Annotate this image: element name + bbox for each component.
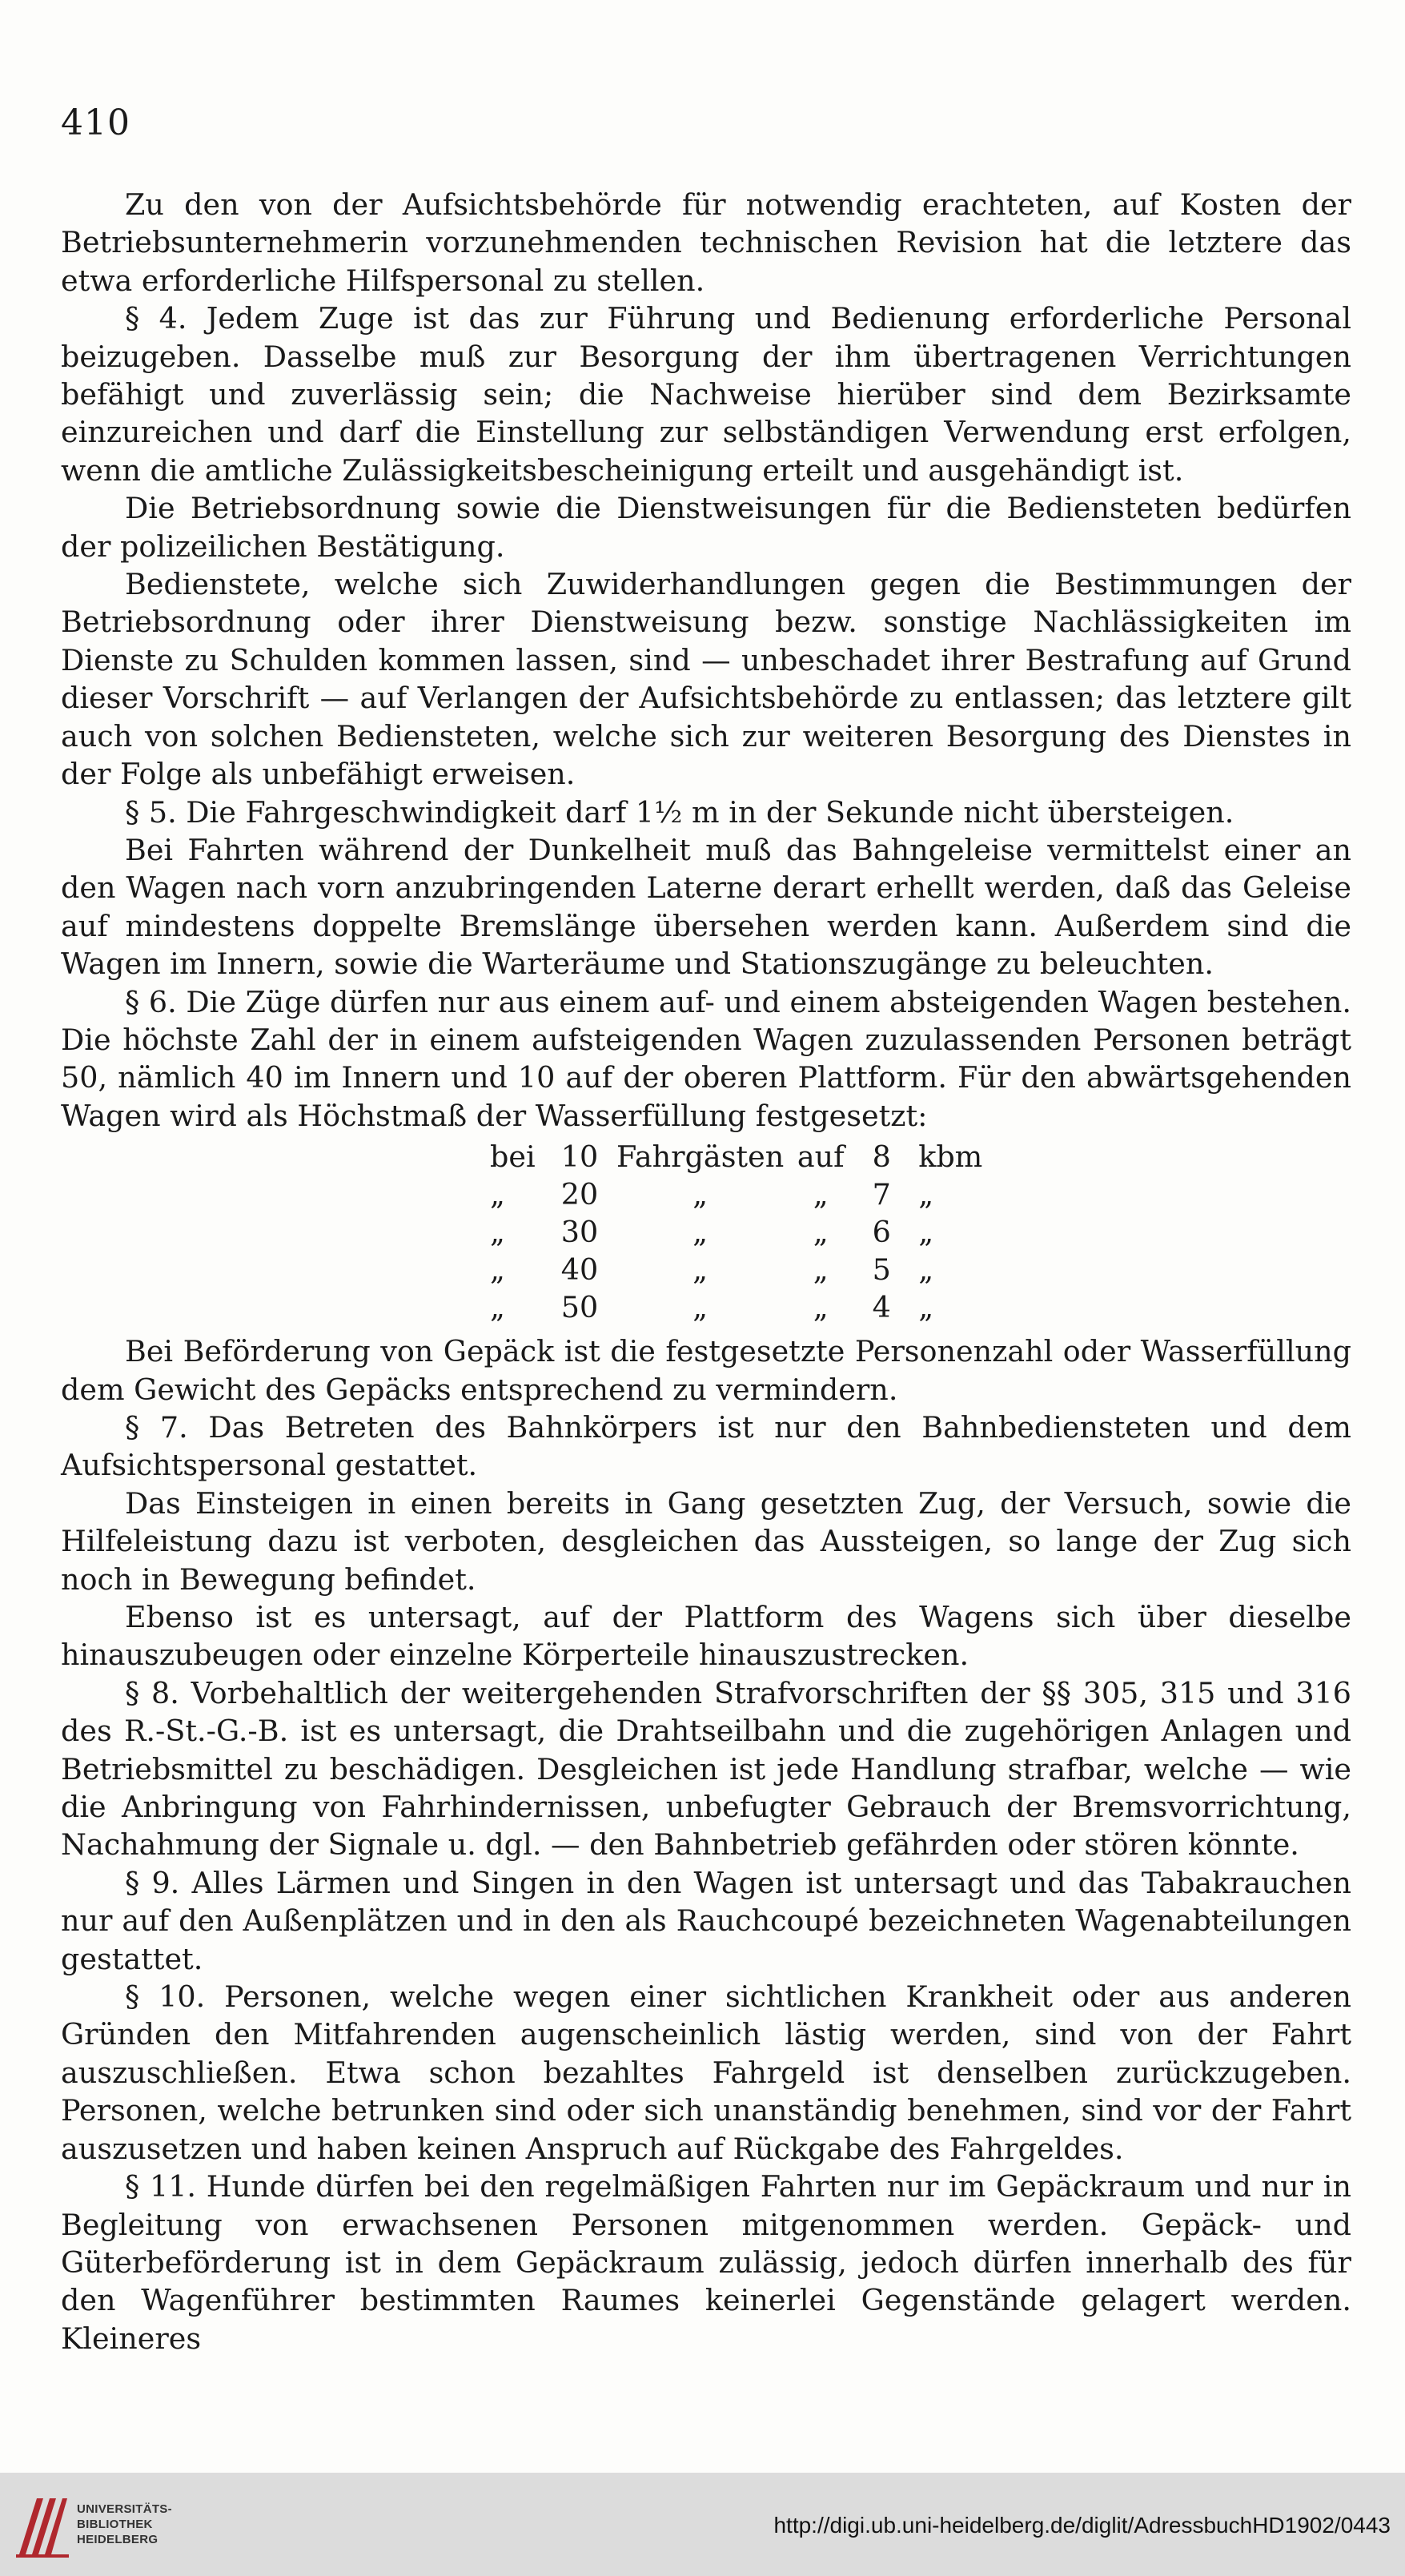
table-cell: „ xyxy=(692,1252,709,1288)
table-cell: 40 xyxy=(560,1252,599,1288)
university-library-logo-icon xyxy=(14,2490,70,2559)
table-cell: 10 xyxy=(560,1139,599,1175)
paragraph-plattform: Ebenso ist es untersagt, auf der Plattform des Wagens sich über dieselbe hinauszubeugen oder einzelne Körperteile hinauszustrecken. xyxy=(61,1600,1351,1673)
paragraph-einsteigen: Das Einsteigen in einen bereits in Gang gesetzten Zug, der Versuch, sowie die Hilfeleistung dazu ist verboten, desgleichen das Aussteigen, so lange der Zug sich noch in Bewegung befindet. xyxy=(61,1485,1351,1597)
table-row xyxy=(484,1251,997,1288)
library-logo-text xyxy=(77,2502,172,2547)
table-cell: „ xyxy=(918,1215,934,1250)
table-cell: 5 xyxy=(872,1252,891,1288)
table-cell: „ xyxy=(918,1177,934,1212)
table-cell: auf xyxy=(797,1139,845,1175)
table-cell: „ xyxy=(813,1290,829,1325)
table-cell: 20 xyxy=(560,1177,599,1212)
paragraph-sec5: § 5. Die Fahrgeschwindigkeit darf 1½ m in der Sekunde nicht übersteigen. xyxy=(125,794,1234,830)
table-cell: „ xyxy=(490,1290,505,1325)
paragraph-sec11: § 11. Hunde dürfen bei den regelmäßigen Fahrten nur im Gepäckraum und nur in Begleitung von erwachsenen Personen mitgenommen werden. Gepäck- und Güterbeförderung ist in dem Gepäckraum zulässig, jedoch dürfen innerhalb des für den Wagenführer bestimmten Raumes keinerlei Gegenstände gelagert werden. Kleineres xyxy=(61,2169,1351,2356)
digitization-footer xyxy=(0,2473,1405,2576)
table-cell: „ xyxy=(813,1177,829,1212)
table-cell: bei xyxy=(490,1139,536,1175)
paragraph-sec7: § 7. Das Betreten des Bahnkörpers ist nur den Bahnbediensteten und dem Aufsichtspersonal gestattet. xyxy=(61,1409,1351,1483)
page-number: 410 xyxy=(61,102,130,143)
table-cell: „ xyxy=(490,1252,505,1288)
table-cell: „ xyxy=(918,1252,934,1288)
paragraph-sec9: § 9. Alles Lärmen und Singen in den Wagen ist untersagt und das Tabakrauchen nur auf den Außenplätzen und in den als Rauchcoupé bezeichneten Wagenabteilungen gestattet. xyxy=(61,1865,1351,1976)
body-text xyxy=(61,186,1351,2357)
paragraph-sec6: § 6. Die Züge dürfen nur aus einem auf- und einem absteigenden Wagen bestehen. Die höchste Zahl der in einem aufsteigenden Wagen zuzulassenden Personen beträgt 50, nämlich 40 im Innern und 10 auf der oberen Plattform. Für den abwärtsgehenden Wagen wird als Höchstmaß der Wasserfüllung festgesetzt: xyxy=(61,984,1351,1133)
table-cell: „ xyxy=(490,1215,505,1250)
table-cell: 7 xyxy=(872,1177,891,1212)
table-cell: „ xyxy=(918,1290,934,1325)
paragraph-gepaeck: Bei Beförderung von Gepäck ist die festgesetzte Personenzahl oder Wasserfüllung dem Gewicht des Gepäcks entsprechend zu vermindern. xyxy=(61,1334,1351,1407)
table-cell: 30 xyxy=(560,1215,599,1250)
logo-line: UNIVERSITÄTS- xyxy=(77,2502,172,2516)
logo-line: HEIDELBERG xyxy=(77,2533,159,2546)
source-url-link[interactable]: http://digi.ub.uni-heidelberg.de/diglit/AdressbuchHD1902/0443 xyxy=(773,2513,1391,2538)
water-fill-table xyxy=(484,1138,997,1326)
table-cell: „ xyxy=(692,1215,709,1250)
table-row xyxy=(484,1213,997,1251)
table-cell: „ xyxy=(490,1177,505,1212)
paragraph-bedienstete: Bedienstete, welche sich Zuwiderhandlungen gegen die Bestimmungen der Betriebsordnung oder ihrer Dienstweisung bezw. sonstige Nachlässigkeiten im Dienste zu Schulden kommen lassen, sind — unbeschadet ihrer Bestrafung auf Grund dieser Vorschrift — auf Verlangen der Aufsichtsbehörde zu entlassen; das letztere gilt auch von solchen Bediensteten, welche sich zur weiteren Besorgung des Dienstes in der Folge als unbefähigt erweisen. xyxy=(61,567,1351,792)
table-cell: „ xyxy=(692,1177,709,1212)
table-cell: 6 xyxy=(872,1215,891,1250)
paragraph-revision: Zu den von der Aufsichtsbehörde für notwendig erachteten, auf Kosten der Betriebsunternehmerin vorzunehmenden technischen Revision hat die letztere das etwa erforderliche Hilfspersonal zu stellen. xyxy=(61,187,1351,298)
table-row xyxy=(484,1175,997,1213)
paragraph-betriebsordnung: Die Betriebsordnung sowie die Dienstweisungen für die Bediensteten bedürfen der polizeilichen Bestätigung. xyxy=(61,491,1351,564)
paragraph-sec10: § 10. Personen, welche wegen einer sichtlichen Krankheit oder aus anderen Gründen den Mitfahrenden augenscheinlich lästig werden, sind von der Fahrt auszuschließen. Etwa schon bezahltes Fahrgeld ist denselben zurückzugeben. Personen, welche betrunken sind oder sich unanständig benehmen, sind vor der Fahrt auszusetzen und haben keinen Anspruch auf Rückgabe des Fahrgeldes. xyxy=(61,1979,1351,2166)
table-row xyxy=(484,1288,997,1326)
table-cell: „ xyxy=(692,1290,709,1325)
table-row xyxy=(484,1138,997,1175)
water-fill-table-wrap xyxy=(61,1138,1351,1326)
table-cell: 8 xyxy=(872,1139,891,1175)
table-cell: 50 xyxy=(560,1290,599,1325)
paragraph-sec8: § 8. Vorbehaltlich der weitergehenden Strafvorschriften der §§ 305, 315 und 316 des R.-St.-G.-B. ist es untersagt, die Drahtseilbahn und die zugehörigen Anlagen und Betriebsmittel zu beschädigen. Desgleichen ist jede Handlung strafbar, welche — wie die Anbringung von Fahrhindernissen, unbefugter Gebrauch der Bremsvorrichtung, Nachahmung der Signale u. dgl. — den Bahnbetrieb gefährden oder stören könnte. xyxy=(61,1675,1351,1863)
table-cell: kbm xyxy=(918,1139,983,1175)
logo-line: BIBLIOTHEK xyxy=(77,2518,153,2531)
paragraph-dunkelheit: Bei Fahrten während der Dunkelheit muß das Bahngeleise vermittelst einer an den Wagen nach vorn anzubringenden Laterne derart erhellt werden, daß das Geleise auf mindestens doppelte Bremslänge übersehen werden kann. Außerdem sind die Wagen im Innern, sowie die Warteräume und Stationszugänge zu beleuchten. xyxy=(61,832,1351,982)
table-cell: 4 xyxy=(872,1290,891,1325)
table-cell: „ xyxy=(813,1252,829,1288)
table-cell: „ xyxy=(813,1215,829,1250)
table-cell: Fahrgästen xyxy=(616,1139,785,1175)
paragraph-sec4: § 4. Jedem Zuge ist das zur Führung und Bedienung erforderliche Personal beizugeben. Dasselbe muß zur Besorgung der ihm übertragenen Verrichtungen befähigt und zuverlässig sein; die Nachweise hierüber sind dem Bezirksamte einzureichen und darf die Einstellung zur selbständigen Verwendung erst erfolgen, wenn die amtliche Zulässigkeitsbescheinigung erteilt und ausgehändigt ist. xyxy=(61,301,1351,488)
